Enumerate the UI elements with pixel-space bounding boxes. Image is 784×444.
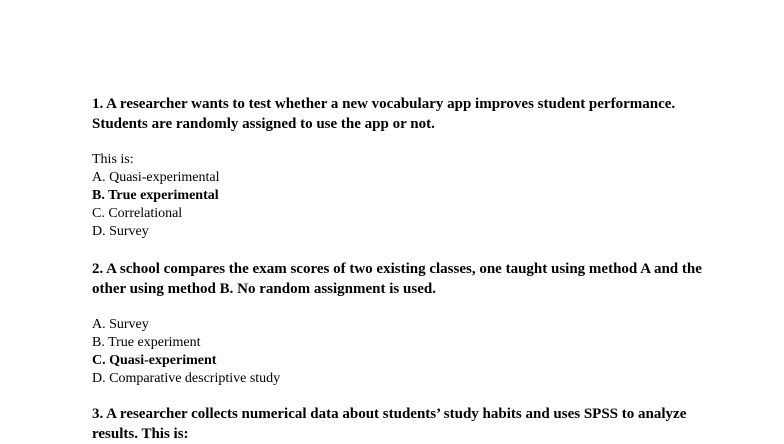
question-3-text: 3. A researcher collects numerical data about students’ study habits and uses SPSS to analyze results. This is:: [92, 406, 687, 442]
question-1-text: 1. A researcher wants to test whether a new vocabulary app improves student performance. Students are randomly assigned to use the app or not.: [92, 96, 676, 132]
question-1-option-c: C. Correlational: [92, 206, 183, 221]
question-2-options: [92, 316, 732, 388]
question-1-option-a: A. Quasi-experimental: [92, 170, 220, 185]
question-1: [92, 94, 732, 241]
question-2-option-c: C. Quasi-experiment: [92, 353, 217, 368]
question-1-option-b: B. True experimental: [92, 188, 219, 203]
question-2-option-b: B. True experiment: [92, 335, 201, 350]
question-1-option-d: D. Survey: [92, 224, 149, 239]
question-2: [92, 259, 732, 388]
question-2-text: 2. A school compares the exam scores of two existing classes, one taught using method A and the other using method B. No random assignment is used.: [92, 261, 702, 297]
question-3: [92, 404, 732, 444]
question-1-options: [92, 151, 732, 241]
question-2-option-a: A. Survey: [92, 317, 149, 332]
question-1-prompt: This is:: [92, 152, 134, 167]
question-2-option-d: D. Comparative descriptive study: [92, 371, 281, 386]
